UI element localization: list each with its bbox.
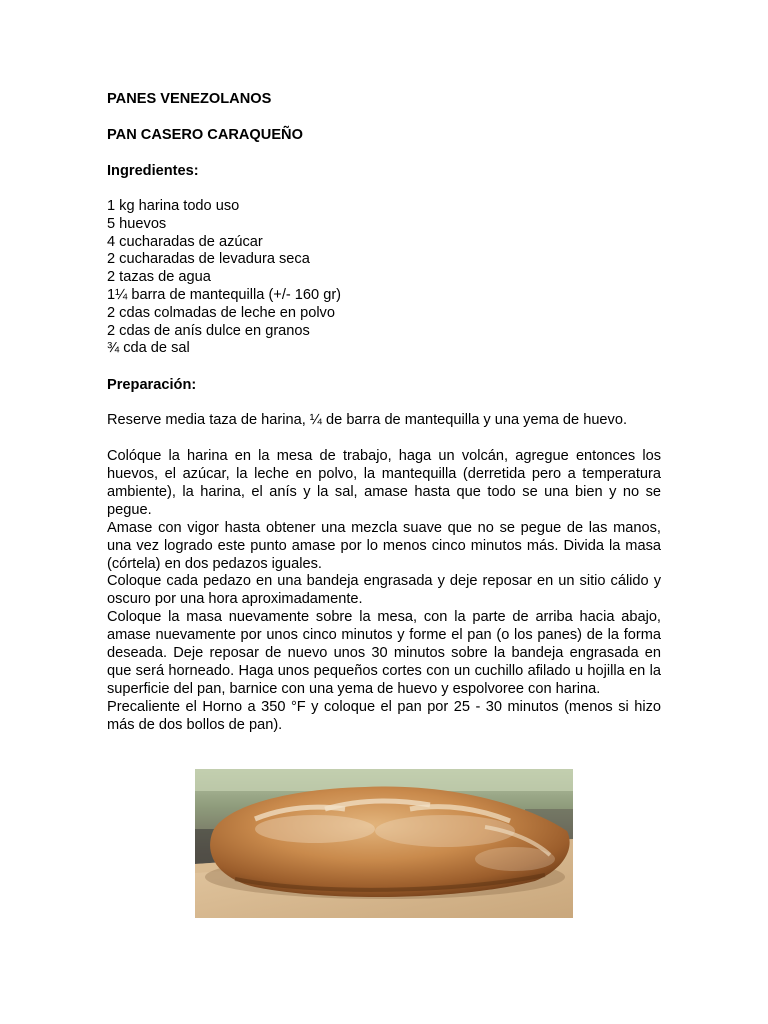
preparation-heading: Preparación: xyxy=(107,377,197,394)
preparation-step: Coloque cada pedazo en una bandeja engrasada y deje reposar en un sitio cálido y oscuro por una hora aproximadamente. xyxy=(107,573,661,608)
preparation-step: Coloque la masa nuevamente sobre la mesa, con la parte de arriba hacia abajo, amase nuevamente por unos cinco minutos y forme el pan (o los panes) de la forma deseada. Deje reposar de nuevo unos 30 minutos sobre la bandeja engrasada en que será horneado. Haga unos pequeños cortes con un cuchillo afilado u hojilla en la superficie del pan, barnice con una yema de huevo y espolvoree con harina. xyxy=(107,609,661,697)
ingredient-item: ¾ cda de sal xyxy=(107,340,190,357)
preparation-steps xyxy=(107,448,661,735)
ingredient-item: 1 kg harina todo uso xyxy=(107,198,240,214)
ingredients-heading: Ingredientes: xyxy=(107,163,199,179)
ingredient-item: 2 cucharadas de levadura seca xyxy=(107,251,310,268)
preparation-step: Colóque la harina en la mesa de trabajo, haga un volcán, agregue entonces los huevos, el azúcar, la leche en polvo, la mantequilla (derretida pero a temperatura ambiente), la harina, el anís y la sal, amase hasta que todo se una bien y no se pegue. xyxy=(107,448,661,518)
document-page xyxy=(107,90,661,735)
ingredient-item: 2 tazas de agua xyxy=(107,269,211,286)
ingredients-list xyxy=(107,198,661,358)
preparation-step: Precaliente el Horno a 350 °F y coloque el pan por 25 - 30 minutos (menos si hizo más de dos bollos de pan). xyxy=(107,698,661,733)
preparation-step: Amase con vigor hasta obtener una mezcla suave que no se pegue de las manos, una vez logrado este punto amase por lo menos cinco minutos más. Divida la masa (córtela) en dos pedazos iguales. xyxy=(107,519,661,572)
bread-photo xyxy=(195,769,573,918)
ingredient-item: 5 huevos xyxy=(107,215,167,232)
document-title: PANES VENEZOLANOS xyxy=(107,91,272,107)
ingredient-item: 1¼ barra de mantequilla (+/- 160 gr) xyxy=(107,286,342,303)
ingredient-item: 2 cdas de anís dulce en granos xyxy=(107,322,310,339)
ingredient-item: 2 cdas colmadas de leche en polvo xyxy=(107,304,335,321)
recipe-title: PAN CASERO CARAQUEÑO xyxy=(107,127,303,143)
preparation-intro: Reserve media taza de harina, ¼ de barra de mantequilla y una yema de huevo. xyxy=(107,412,628,429)
ingredient-item: 4 cucharadas de azúcar xyxy=(107,233,263,250)
